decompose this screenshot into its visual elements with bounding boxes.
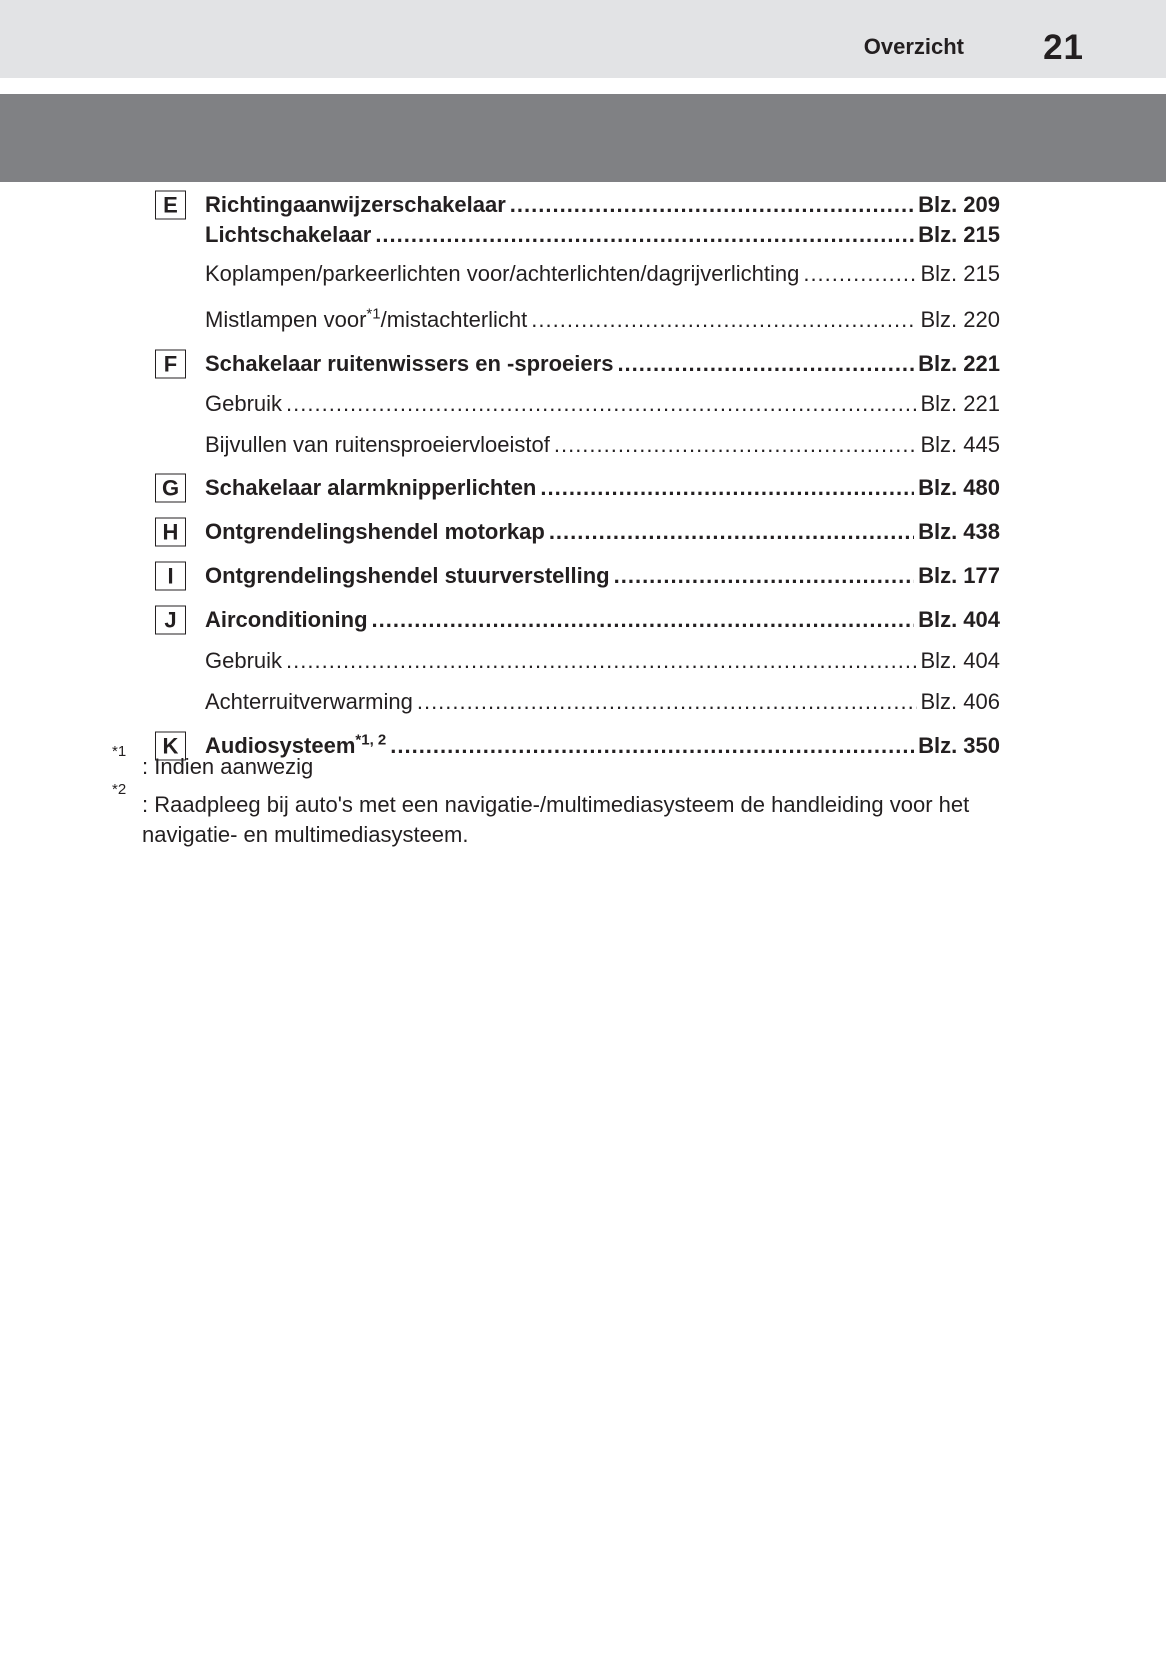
- toc-entry-page: Blz. 445: [920, 432, 1000, 457]
- toc-row: [155, 349, 1000, 379]
- toc-entry-page: Blz. 406: [920, 689, 1000, 714]
- section-letter-h: H: [155, 518, 186, 547]
- dot-leader: [286, 648, 916, 674]
- label-part: Audiosysteem: [205, 733, 356, 758]
- toc-subentry[interactable]: [205, 430, 1000, 460]
- section-letter-k: K: [155, 732, 186, 761]
- dot-leader: [803, 261, 916, 287]
- dot-leader: [549, 519, 914, 545]
- toc-entry-page: Blz. 404: [918, 607, 1000, 632]
- dot-leader: [510, 192, 914, 218]
- toc-entry[interactable]: [205, 561, 1000, 591]
- dot-leader: [554, 432, 917, 458]
- toc-subentry[interactable]: [205, 259, 1000, 289]
- toc-entry-label: Ontgrendelingshendel stuurverstelling: [205, 563, 610, 588]
- dot-leader: [531, 307, 916, 333]
- toc-subentry[interactable]: [205, 687, 1000, 717]
- toc-entry-page: Blz. 221: [918, 351, 1000, 376]
- toc-entry[interactable]: [205, 605, 1000, 635]
- table-of-contents: [155, 190, 1000, 761]
- section-letter-g: G: [155, 474, 186, 503]
- footnote-2: *2 : Raadpleeg bij auto's met een navigatie-/multimediasysteem de handleiding voor het navigatie- en multimediasysteem.: [112, 781, 970, 847]
- section-letter-i: I: [155, 562, 186, 591]
- toc-entry-label: Ontgrendelingshendel motorkap: [205, 519, 545, 544]
- footnote-ref: *1: [366, 305, 381, 323]
- toc-entry-page: Blz. 177: [918, 563, 1000, 588]
- toc-entry-page: Blz. 438: [918, 519, 1000, 544]
- toc-entry[interactable]: [205, 473, 1000, 503]
- toc-entry-label: Gebruik: [205, 648, 283, 673]
- toc-entry-label: Airconditioning: [205, 607, 368, 632]
- toc-row: [155, 190, 1000, 220]
- dot-leader: [372, 607, 915, 633]
- footnote-ref: *1, 2: [355, 731, 387, 749]
- toc-entry-label: Richtingaanwijzerschakelaar: [205, 192, 506, 217]
- toc-row: [155, 430, 1000, 460]
- toc-entry[interactable]: [205, 349, 1000, 379]
- toc-entry[interactable]: [205, 517, 1000, 547]
- footnote-text: : Indien aanwezig: [142, 754, 314, 779]
- toc-row: [155, 605, 1000, 635]
- toc-row: [155, 220, 1000, 250]
- label-part: /mistachterlicht: [380, 307, 528, 332]
- section-title: Overzicht: [863, 34, 964, 59]
- toc-entry-page: Blz. 404: [920, 648, 1000, 673]
- toc-entry-page: Blz. 350: [918, 733, 1000, 758]
- toc-row: [155, 561, 1000, 591]
- toc-entry-label: Bijvullen van ruitensproeiervloeistof: [205, 432, 550, 457]
- toc-row: [155, 687, 1000, 717]
- label-part: Mistlampen voor: [205, 307, 367, 332]
- page-number: 21: [1043, 28, 1084, 67]
- header-band: [0, 94, 1166, 182]
- header-divider: [0, 78, 1166, 80]
- toc-entry-label: Schakelaar ruitenwissers en -sproeiers: [205, 351, 614, 376]
- toc-entry-page: Blz. 215: [920, 261, 1000, 286]
- footnote-1: *1 : Indien aanwezig: [112, 743, 314, 779]
- toc-row: [155, 259, 1000, 289]
- toc-row: [155, 517, 1000, 547]
- section-letter-j: J: [155, 606, 186, 635]
- dot-leader: [286, 391, 916, 417]
- toc-row: [155, 389, 1000, 419]
- toc-entry-page: Blz. 221: [920, 391, 1000, 416]
- toc-entry-label: Lichtschakelaar: [205, 222, 372, 247]
- dot-leader: [614, 563, 914, 589]
- page-header: [0, 0, 1166, 78]
- footnote-text: : Raadpleeg bij auto's met een navigatie-/multimediasysteem de handleiding voor het navigatie- en multimediasysteem.: [142, 792, 970, 847]
- toc-row: [155, 473, 1000, 503]
- toc-entry-label: Achterruitverwarming: [205, 689, 413, 714]
- toc-entry[interactable]: [205, 190, 1000, 220]
- section-letter-e: E: [155, 191, 186, 220]
- toc-entry-label: Gebruik: [205, 391, 283, 416]
- section-letter-f: F: [155, 350, 186, 379]
- toc-subentry[interactable]: [205, 305, 1000, 335]
- toc-entry-page: Blz. 209: [918, 192, 1000, 217]
- dot-leader: [375, 222, 914, 248]
- toc-row: [155, 305, 1000, 335]
- toc-entry[interactable]: [205, 220, 1000, 250]
- dot-leader: [417, 689, 917, 715]
- toc-entry-label: Koplampen/parkeerlichten voor/achterlichten/dagrijverlichting: [205, 261, 800, 286]
- toc-row: [155, 646, 1000, 676]
- toc-entry-page: Blz. 215: [918, 222, 1000, 247]
- toc-entry-page: Blz. 480: [918, 475, 1000, 500]
- toc-entry-page: Blz. 220: [920, 307, 1000, 332]
- toc-subentry[interactable]: [205, 646, 1000, 676]
- toc-entry-label: [205, 307, 527, 333]
- dot-leader: [617, 351, 914, 377]
- toc-subentry[interactable]: [205, 389, 1000, 419]
- dot-leader: [540, 475, 914, 501]
- toc-entry-label: Schakelaar alarmknipperlichten: [205, 475, 537, 500]
